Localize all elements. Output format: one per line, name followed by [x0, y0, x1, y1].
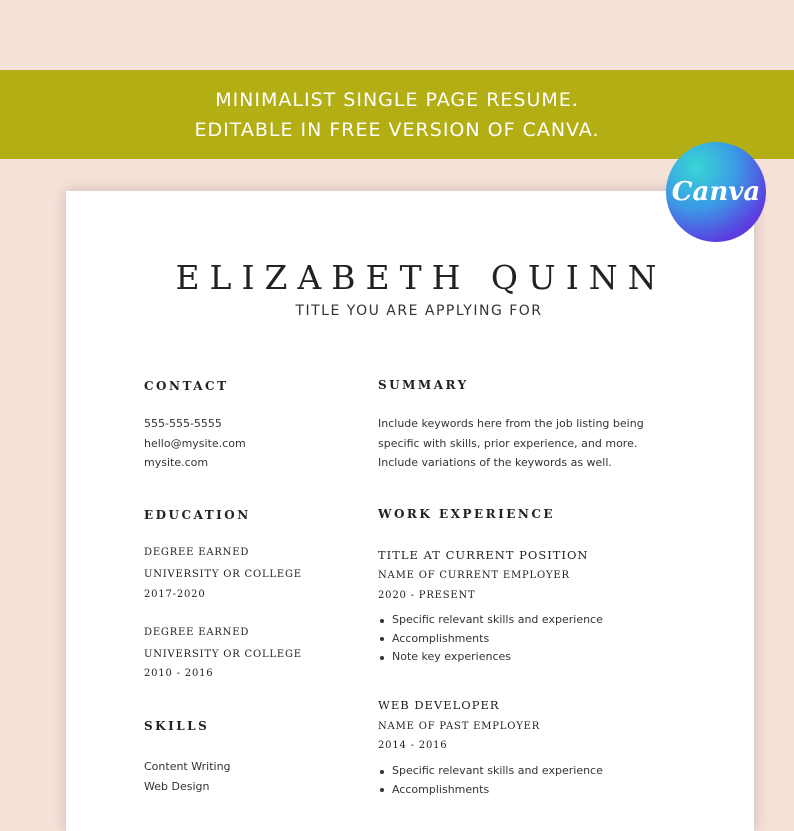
resume-name: ELIZABETH QUINN — [175, 258, 667, 297]
promo-banner — [0, 70, 794, 159]
education-heading: EDUCATION — [144, 508, 251, 522]
canva-logo-icon — [666, 142, 766, 242]
summary-line: Include variations of the keywords as well. — [378, 456, 612, 469]
job-employer-1: NAME OF CURRENT EMPLOYER — [378, 570, 570, 581]
job-employer-2: NAME OF PAST EMPLOYER — [378, 721, 541, 732]
job-dates-2: 2014 - 2016 — [378, 740, 448, 751]
job-bullets-1 — [378, 611, 603, 667]
list-item: Specific relevant skills and experience — [378, 611, 603, 630]
skill-item: Web Design — [144, 779, 210, 793]
list-item: Specific relevant skills and experience — [378, 762, 603, 781]
skills-list — [144, 757, 231, 796]
contact-heading: CONTACT — [144, 379, 229, 393]
education-years-2: 2010 - 2016 — [144, 668, 214, 679]
education-school-2: UNIVERSITY OR COLLEGE — [144, 649, 302, 660]
job-title-2: WEB DEVELOPER — [378, 698, 500, 712]
resume-title: TITLE YOU ARE APPLYING FOR — [295, 303, 543, 319]
contact-website: mysite.com — [144, 456, 209, 469]
summary-line: specific with skills, prior experience, and more. — [378, 436, 638, 450]
job-title-1: TITLE AT CURRENT POSITION — [378, 548, 589, 562]
education-degree-1: DEGREE EARNED — [144, 547, 250, 558]
education-school-1: UNIVERSITY OR COLLEGE — [144, 569, 302, 580]
list-item: Note key experiences — [378, 648, 603, 667]
banner-line-2: EDITABLE IN FREE VERSION OF CANVA. — [194, 118, 600, 141]
job-bullets-2 — [378, 762, 603, 799]
list-item: Accomplishments — [378, 630, 603, 649]
skills-heading: SKILLS — [144, 719, 210, 733]
skill-item: Content Writing — [144, 760, 231, 773]
summary-line: Include keywords here from the job listing being — [378, 417, 644, 430]
work-experience-heading: WORK EXPERIENCE — [378, 507, 556, 521]
summary-heading: SUMMARY — [378, 378, 469, 392]
education-degree-2: DEGREE EARNED — [144, 627, 250, 638]
canva-logo-label: Canva — [671, 177, 761, 207]
summary-text — [378, 414, 644, 473]
education-years-1: 2017-2020 — [144, 589, 206, 600]
banner-line-1: MINIMALIST SINGLE PAGE RESUME. — [215, 88, 579, 111]
contact-details — [144, 414, 246, 473]
job-dates-1: 2020 - PRESENT — [378, 590, 476, 601]
contact-phone: 555-555-5555 — [144, 417, 222, 430]
list-item: Accomplishments — [378, 781, 603, 800]
contact-email: hello@mysite.com — [144, 436, 246, 450]
